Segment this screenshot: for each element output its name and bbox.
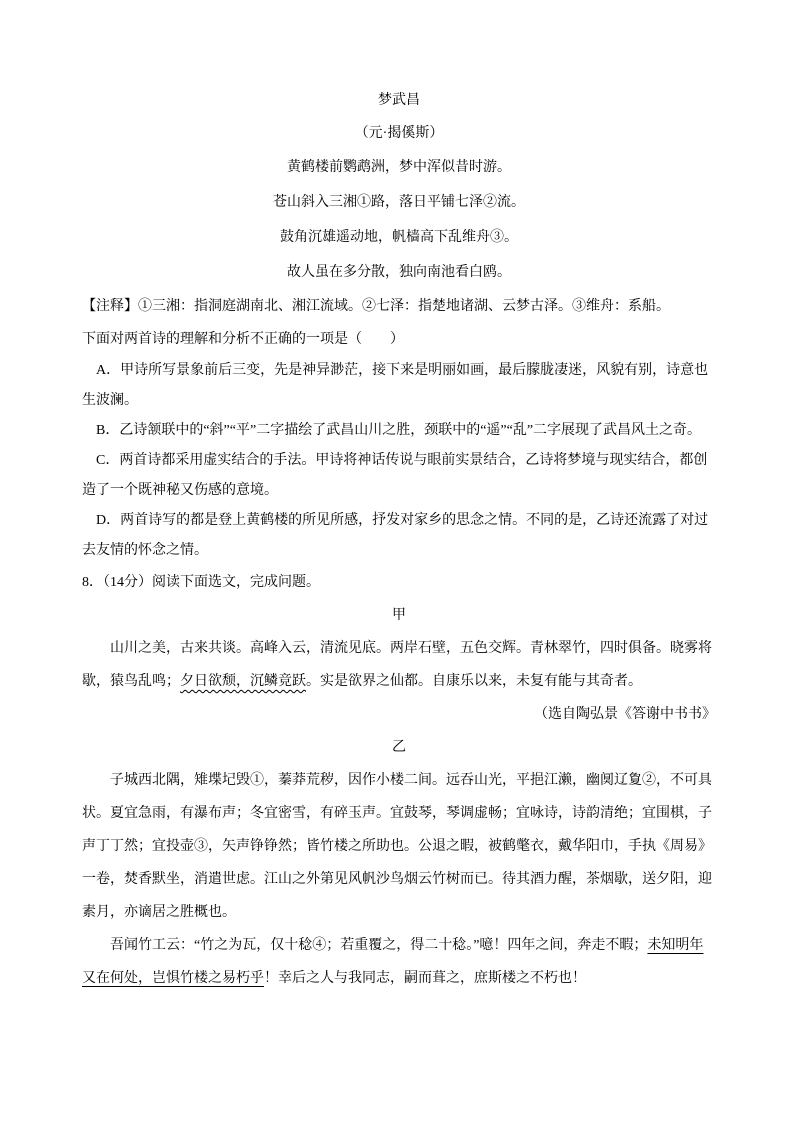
poem-author: （元·揭傒斯） [354, 126, 444, 141]
passage-jia-label: 甲 [392, 608, 406, 623]
poem-notes: 【注释】①三湘：指洞庭湖南北、湘江流域。②七泽：指楚地诸湖、云梦古泽。③维舟：系船。 [82, 299, 670, 314]
passage-jia [82, 632, 716, 698]
passage-yi-label: 乙 [392, 740, 406, 755]
passage-yi-text-post: ！幸后之人与我同志，嗣而葺之，庶斯楼之不朽也！ [264, 971, 586, 986]
poem-line-2: 苍山斜入三湘①路，落日平铺七泽②流。 [273, 195, 525, 210]
passage-yi-paragraph-2 [82, 929, 716, 995]
poem-line-3: 鼓角沉雄遥动地，帆樯高下乱维舟③。 [280, 230, 518, 245]
passage-yi-underlined-phrase: 未知明年又在何处，岂惧竹楼之易朽乎 [82, 938, 704, 986]
option-c: C．两首诗都采用虚实结合的手法。甲诗将神话传说与眼前实景结合，乙诗将梦境与现实结合，都创造了一个既神秘又伤感的意境。 [82, 453, 708, 498]
poem-line-1: 黄鹤楼前鹦鹉洲，梦中浑似昔时游。 [287, 160, 511, 175]
question8-heading: 8．（14分）阅读下面选文，完成问题。 [82, 575, 320, 590]
question7-options [82, 356, 716, 566]
poem-title: 梦武昌 [378, 93, 420, 108]
option-a: A．甲诗所写景象前后三变，先是神异渺茫，接下来是明丽如画，最后朦胧凄迷，风貌有别，诗意也生波澜。 [82, 363, 709, 408]
poem-line-4: 故人虽在多分散，独向南池看白鸥。 [287, 265, 511, 280]
option-b: B．乙诗颔联中的“斜”“平”二字描绘了武昌山川之胜，颈联中的“遥”“乱”二字展现了武昌风土之奇。 [96, 423, 702, 438]
passage-yi-paragraph-1: 子城西北隅，雉堞圮毁①，蓁莽荒秽，因作小楼二间。远吞山光，平挹江濑，幽阒辽夐②，不可具状。夏宜急雨，有瀑布声；冬宜密雪，有碎玉声。宜鼓琴，琴调虚畅；宜咏诗，诗韵清绝；宜围棋，子声丁丁然；宜投壶③，矢声铮铮然；皆竹楼之所助也。公退之暇，被鹤氅衣，戴华阳巾，手执《周易》一卷，焚香默坐，消遣世虑。江山之外第见风帆沙鸟烟云竹树而已。待其酒力醒，茶烟歇，送夕阳，迎素月，亦谪居之胜概也。 [82, 773, 712, 920]
passage-jia-text-pre: 山川之美，古来共谈。高峰入云，清流见底。两岸石壁，五色交辉。青林翠竹，四时俱备。晓雾将歇，猿鸟乱鸣； [82, 641, 712, 689]
question7-stem: 下面对两首诗的理解和分析不正确的一项是（ ） [82, 332, 404, 347]
passage-jia-source: （选自陶弘景《答谢中书书》 [534, 707, 716, 722]
option-d: D．两首诗写的都是登上黄鹤楼的所见所感，抒发对家乡的思念之情。不同的是，乙诗还流露了对过去友情的怀念之情。 [82, 513, 709, 558]
passage-yi-text-pre: 吾闻竹工云：“竹之为瓦，仅十稔④；若重覆之，得二十稔。”噫！四年之间，奔走不暇； [110, 938, 648, 953]
passage-jia-underlined-phrase: 夕日欲颓，沉鳞竞跃 [180, 674, 306, 689]
passage-jia-text-post: 。实是欲界之仙都。自康乐以来，未复有能与其奇者。 [306, 674, 642, 689]
